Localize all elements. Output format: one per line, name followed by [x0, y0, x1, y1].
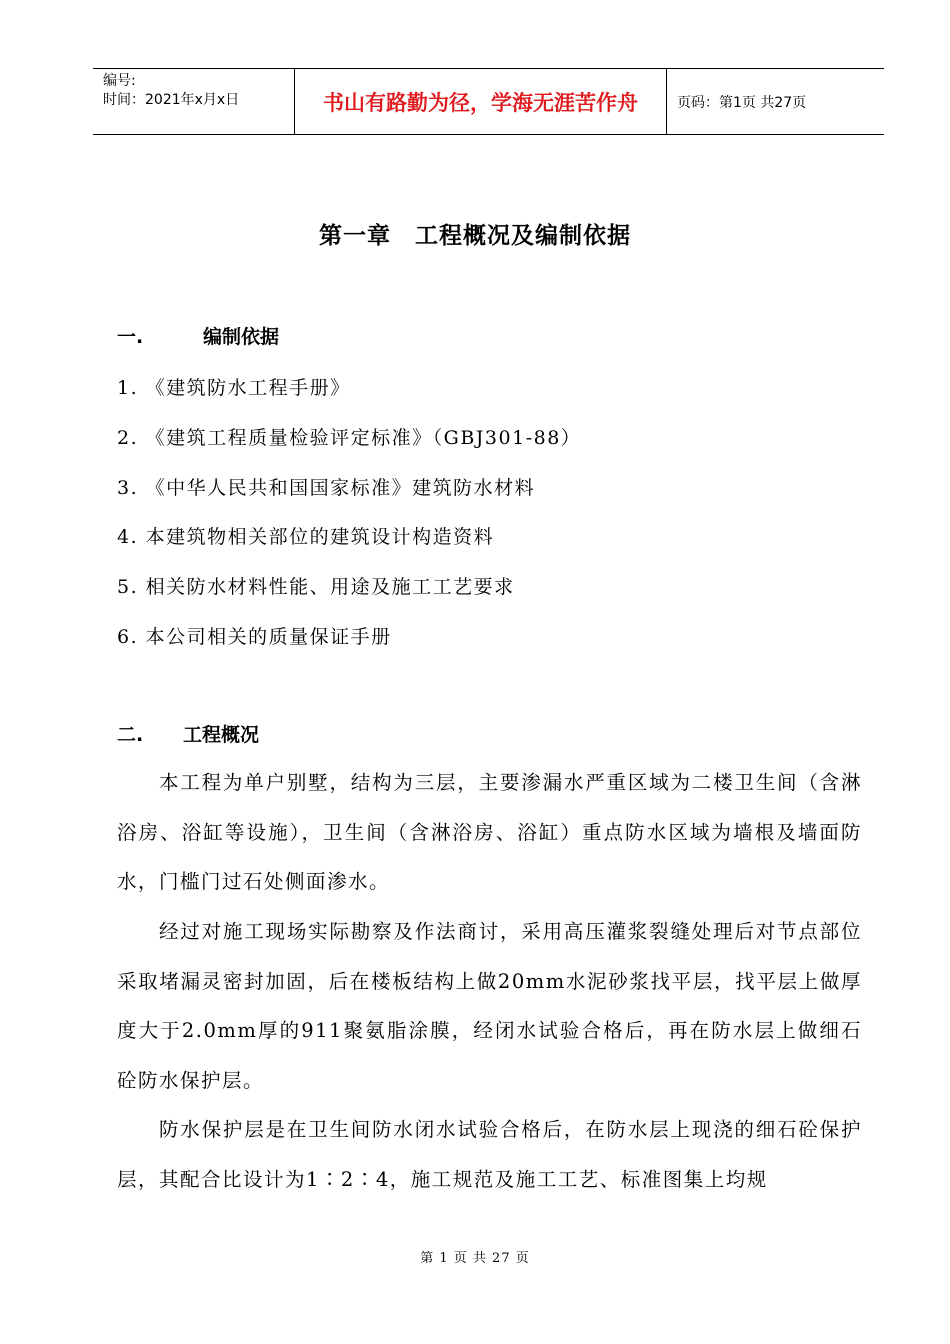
list-item: 3. 《中华人民共和国国家标准》建筑防水材料	[117, 477, 536, 499]
header-motto: 书山有路勤为径，学海无涯苦作舟	[295, 69, 667, 134]
header-meta	[93, 69, 295, 134]
list-item: 2. 《建筑工程质量检验评定标准》（GBJ301-88）	[117, 427, 582, 449]
document-time-label: 时间：2021年x月x日	[103, 92, 240, 108]
section-number: 二.	[117, 724, 144, 746]
chapter-title: 第一章 工程概况及编制依据	[319, 223, 631, 249]
list-item: 6. 本公司相关的质量保证手册	[117, 626, 392, 648]
section-heading-2	[117, 720, 259, 747]
header-page-info: 页码：第1页 共27页	[677, 94, 807, 111]
section-title: 编制依据	[203, 326, 280, 348]
paragraph: 本工程为单户别墅，结构为三层，主要渗漏水严重区域为二楼卫生间（含淋浴房、浴缸等设施），卫生间（含淋浴房、浴缸）重点防水区域为墙根及墙面防水，门槛门过石处侧面渗水。	[117, 771, 862, 893]
list-item: 5. 相关防水材料性能、用途及施工工艺要求	[117, 576, 515, 598]
document-number-label: 编号:	[103, 73, 136, 89]
list-item: 4. 本建筑物相关部位的建筑设计构造资料	[117, 526, 495, 548]
section-heading-1	[117, 322, 279, 349]
paragraph: 经过对施工现场实际勘察及作法商讨，采用高压灌浆裂缝处理后对节点部位采取堵漏灵密封加固，后在楼板结构上做20mm水泥砂浆找平层，找平层上做厚度大于2.0mm厚的911聚氨脂涂膜，经闭水试验合格后，再在防水层上做细石砼防水保护层。	[117, 920, 862, 1092]
page-header	[93, 68, 884, 135]
page-footer: 第 1 页 共 27 页	[420, 1251, 530, 1266]
paragraph: 防水保护层是在卫生间防水闭水试验合格后，在防水层上现浇的细石砼保护层，其配合比设计为1∶2∶4，施工规范及施工工艺、标准图集上均规	[117, 1118, 862, 1191]
list-item: 1. 《建筑防水工程手册》	[117, 377, 351, 399]
section-title: 工程概况	[183, 724, 260, 746]
section-number: 一.	[117, 326, 144, 348]
